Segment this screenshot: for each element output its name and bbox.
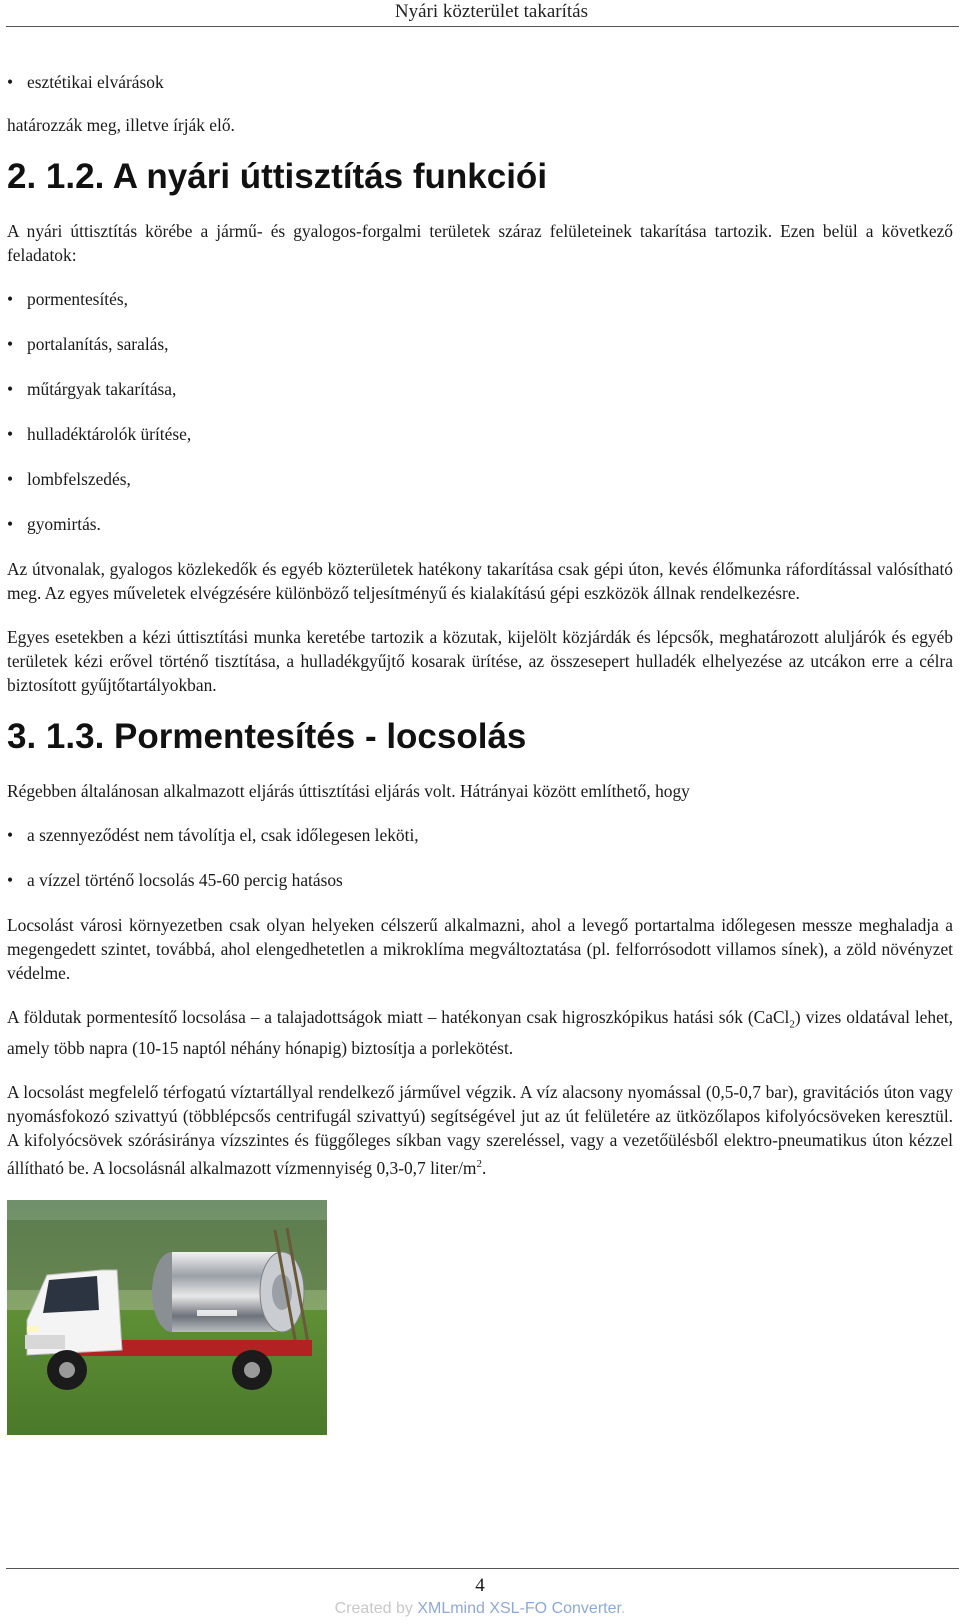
section-313-intro: Régebben általánosan alkalmazott eljárás úttisztítási eljárás volt. Hátrányai között említhető, hogy xyxy=(7,781,690,801)
superscript: 2 xyxy=(476,1158,482,1171)
converter-link[interactable]: XMLmind XSL-FO Converter xyxy=(417,1600,621,1617)
list-item: • esztétikai elvárások xyxy=(7,70,953,94)
created-by-suffix: . xyxy=(620,1600,626,1617)
section-212-paragraph-1: Az útvonalak, gyalogos közlekedők és egyéb közterületek hatékony takarítása csak gépi úton, kevés élőmunka ráfordítással valósítható meg. Az egyes műveletek elvégzésére különböző teljesítményű és kialakítású gépi eszközök állnak rendelkezésre. xyxy=(7,559,953,603)
section-heading-212: 2. 1.2. A nyári úttisztítás funkciói xyxy=(7,157,548,196)
list-item: • a szennyeződést nem távolítja el, csak időlegesen leköti, xyxy=(7,823,953,847)
subscript: 2 xyxy=(789,1018,795,1031)
section-313-paragraph-3 xyxy=(7,1080,953,1180)
paragraph-text: A földutak pormentesítő locsolása – a talajadottságok miatt – hatékonyan csak higroszkópikus hatási sók (CaCl xyxy=(7,1007,790,1027)
section-313-paragraph-2 xyxy=(7,1005,953,1060)
footer-divider xyxy=(6,1568,959,1569)
section-313-bullet-list xyxy=(7,823,953,892)
list-item: • portalanítás, saralás, xyxy=(7,332,953,356)
header-divider xyxy=(6,26,959,27)
list-item: • lombfelszedés, xyxy=(7,467,953,491)
section-212-paragraph-2: Egyes esetekben a kézi úttisztítási munka keretébe tartozik a közutak, kijelölt közjárdák és lépcsők, meghatározott aluljárók és egyéb területek kézi erővel történő tisztítása, a hulladékgyűjtő kosarak ürítése, az összesepert hulladék elhelyezése az utcákon erre a célra biztosított gyűjtőtartályokban. xyxy=(7,627,953,695)
running-header: Nyári közterület takarítás xyxy=(394,1,588,22)
section-212-intro: A nyári úttisztítás körébe a jármű- és gyalogos-forgalmi területek száraz felületeinek takarítása tartozik. Ezen belül a következő feladatok: xyxy=(7,221,953,265)
paragraph-text: ) vizes oldatával lehet, amely több napra (10-15 naptól néhány hónapig) biztosítja a porlekötést. xyxy=(7,1007,953,1059)
list-item: • gyomirtás. xyxy=(7,512,953,536)
paragraph-text: . xyxy=(481,1158,487,1179)
created-by-prefix: Created by xyxy=(334,1600,418,1617)
intro-closing-text: határozzák meg, illetve írják elő. xyxy=(7,115,235,135)
paragraph-text: A locsolást megfelelő térfogatú víztartállyal rendelkező járművel végzik. A víz alacsony nyomással (0,5-0,7 bar), gravitációs úton vagy nyomásfokozó szivattyú (többlépcsős centrifugál szivattyú) segítségével jut az út felületére az ütközőlapos kifolyócsöveken keresztül. A kifolyócsövek szórásiránya vízszintes és függőleges síkban vagy szereléssel, vagy a vezetőülésből elektro-pneumatikus úton kézzel állítható be. A locsolásnál alkalmazott vízmennyiség 0,3-0,7 liter/m xyxy=(7,1082,953,1179)
page-number: 4 xyxy=(475,1575,485,1596)
section-212-bullet-list xyxy=(7,287,953,536)
list-item: • pormentesítés, xyxy=(7,287,953,311)
water-truck-photo xyxy=(7,1200,327,1435)
section-313-paragraph-1: Locsolást városi környezetben csak olyan helyeken célszerű alkalmazni, ahol a levegő portartalma időlegesen messze meghaladja a megengedett szintet, továbbá, ahol elengedhetetlen a mikroklíma megváltoztatása (pl. felforrósodott villamos sínek), a zöld növényzet védelme. xyxy=(7,915,953,983)
intro-bullet-list xyxy=(7,70,953,94)
list-item: • hulladéktárolók ürítése, xyxy=(7,422,953,446)
list-item: • a vízzel történő locsolás 45-60 percig hatásos xyxy=(7,868,953,892)
section-heading-313: 3. 1.3. Pormentesítés - locsolás xyxy=(7,717,527,756)
list-item: • műtárgyak takarítása, xyxy=(7,377,953,401)
created-by-note xyxy=(0,1598,960,1620)
page-content xyxy=(7,70,953,1435)
